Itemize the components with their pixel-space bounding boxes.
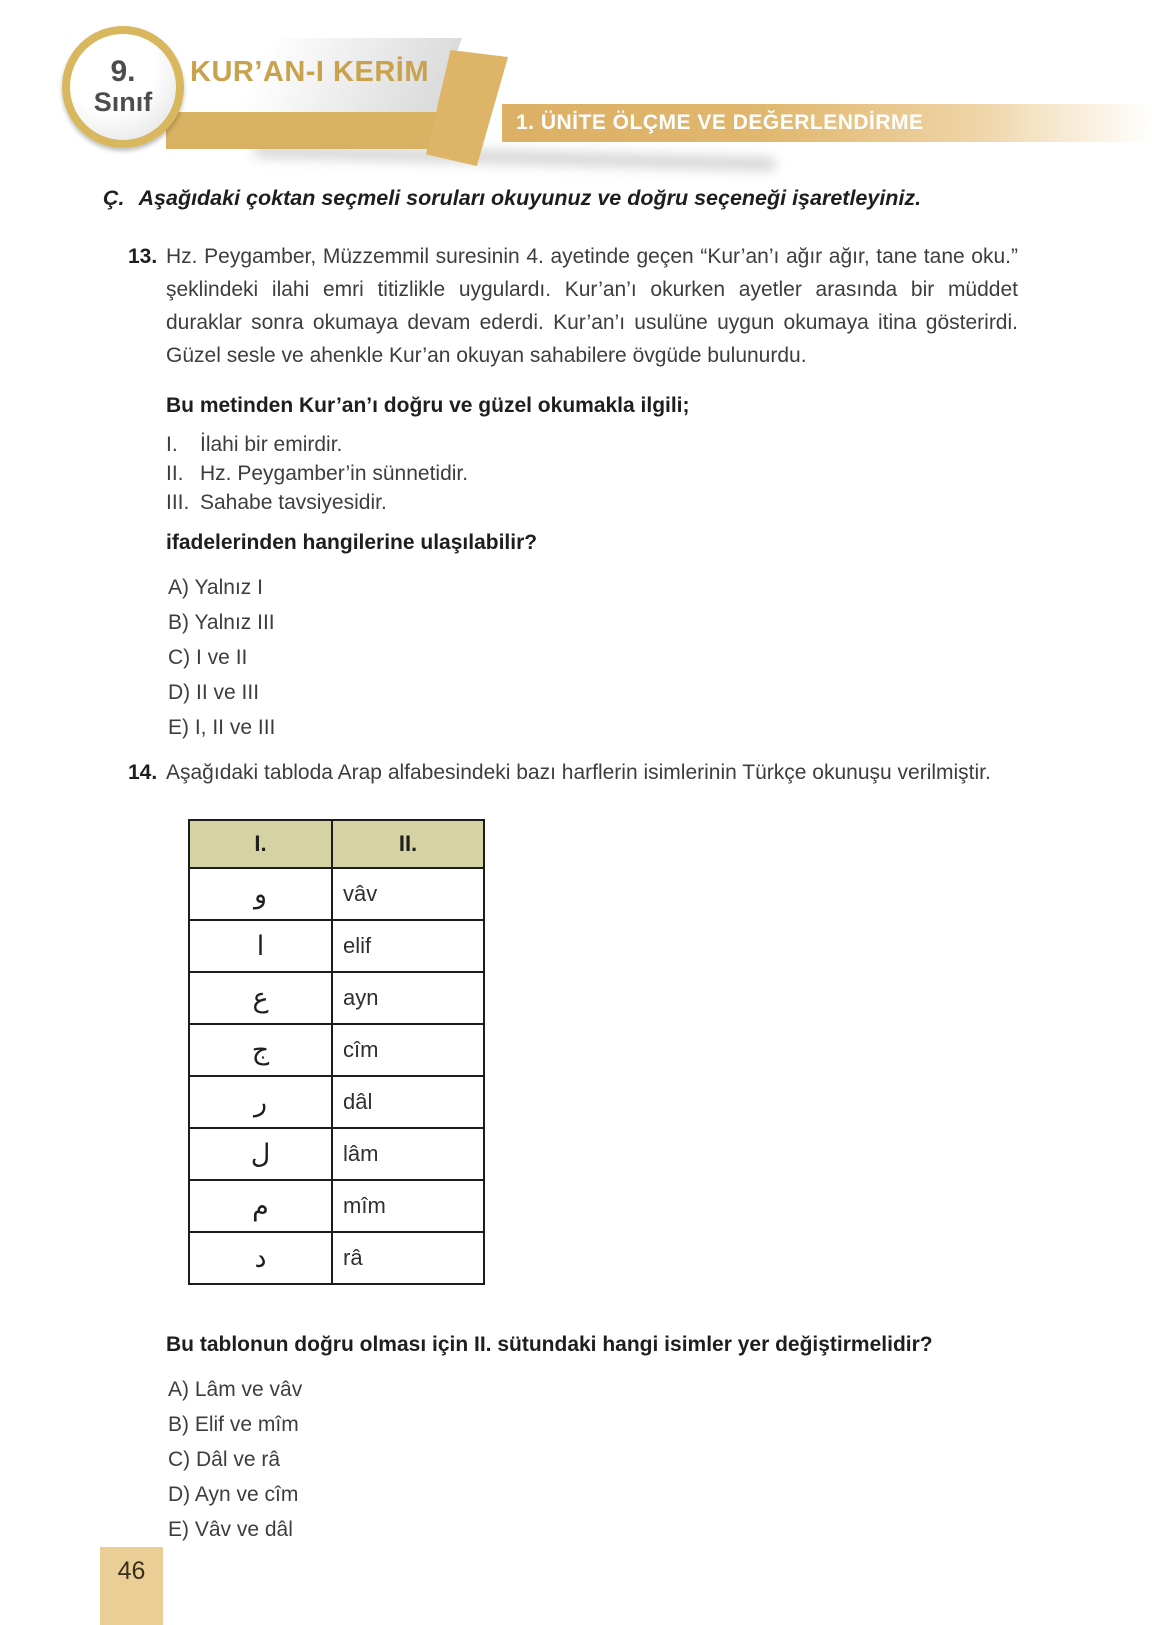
page-number: 46 (117, 1557, 146, 1585)
choice-text: Yalnız III (194, 611, 275, 634)
grade-label: Sınıf (93, 87, 153, 117)
grade-badge (62, 26, 184, 148)
question-13-stem-intro: Bu metinden Kur’an’ı doğru ve güzel okumakla ilgili; (166, 394, 690, 417)
choice-letter: E) (168, 1518, 189, 1541)
table-row (189, 1024, 484, 1076)
list-item (166, 459, 1028, 488)
choice-text: Yalnız I (194, 576, 263, 599)
choice-text: Elif ve mîm (194, 1413, 299, 1436)
section-text: Aşağıdaki çoktan seçmeli soruları okuyunuz ve doğru seçeneği işaretleyiniz. (138, 186, 922, 210)
choice-letter: E) (168, 716, 189, 739)
choice-d (168, 682, 1028, 703)
choice-letter: D) (168, 1483, 191, 1506)
table-header-row (189, 820, 484, 868)
choice-text: I ve II (196, 646, 248, 669)
choice-e (168, 717, 1028, 738)
question-14-paragraph (128, 756, 1018, 789)
choice-c (168, 1449, 1028, 1470)
ribbon-gold-strip (166, 112, 462, 149)
choice-letter: A) (168, 576, 189, 599)
choice-letter: A) (168, 1378, 189, 1401)
table-row (189, 920, 484, 972)
choice-text: Ayn ve cîm (194, 1483, 299, 1506)
arabic-letter-cell: م (189, 1180, 332, 1232)
letter-name-cell: dâl (332, 1076, 484, 1128)
table-row (189, 868, 484, 920)
choice-letter: C) (168, 1448, 191, 1471)
question-13-body: Hz. Peygamber, Müzzemmil suresinin 4. ayetinde geçen “Kur’an’ı ağır ağır, tane tane oku.” şeklindeki ilahi emri titizlikle uygulardı. Kur’an’ı okurken ayetler arasında bir müddet duraklar sonra okumaya devam ederdi. Kur’an’ı usulüne uygun okumaya itina gösterirdi. Güzel sesle ve ahenkle Kur’an okuyan sahabilere övgüde bulunurdu. (166, 245, 1018, 367)
choice-b (168, 612, 1028, 633)
letter-name-cell: elif (332, 920, 484, 972)
column-2-header: II. (332, 820, 484, 868)
table-row (189, 1232, 484, 1284)
choice-text: Vâv ve dâl (194, 1518, 293, 1541)
choice-text: Lâm ve vâv (194, 1378, 303, 1401)
list-item-text: Sahabe tavsiyesidir. (200, 491, 387, 514)
arabic-letter-cell: و (189, 868, 332, 920)
arabic-letter-cell: ا (189, 920, 332, 972)
choice-letter: B) (168, 611, 189, 634)
course-title: KUR’AN-I KERİM (190, 56, 429, 88)
choice-a (168, 577, 1028, 598)
arabic-letter-cell: ر (189, 1076, 332, 1128)
choice-d (168, 1484, 1028, 1505)
letter-name-cell: mîm (332, 1180, 484, 1232)
question-13-number: 13. (128, 245, 158, 268)
table-row (189, 1180, 484, 1232)
table-row (189, 1076, 484, 1128)
arabic-letter-cell: د (189, 1232, 332, 1284)
choice-letter: B) (168, 1413, 189, 1436)
letter-name-cell: lâm (332, 1128, 484, 1180)
arabic-letter-cell: ج (189, 1024, 332, 1076)
question-14-choices (128, 1379, 1028, 1540)
unit-banner: 1. ÜNİTE ÖLÇME VE DEĞERLENDİRME (502, 104, 1152, 142)
table-row (189, 972, 484, 1024)
letter-name-cell: cîm (332, 1024, 484, 1076)
question-13-choices (128, 577, 1028, 738)
choice-c (168, 647, 1028, 668)
list-item (166, 488, 1028, 517)
letter-name-cell: vâv (332, 868, 484, 920)
arabic-letter-cell: ل (189, 1128, 332, 1180)
question-13-stem: ifadelerinden hangilerine ulaşılabilir? (166, 531, 538, 554)
choice-b (168, 1414, 1028, 1435)
letter-name-cell: râ (332, 1232, 484, 1284)
question-14-stem: Bu tablonun doğru olması için II. sütundaki hangi isimler yer değiştirmelidir? (166, 1333, 933, 1356)
choice-e (168, 1519, 1028, 1540)
question-14 (128, 756, 1028, 1554)
list-item-text: İlahi bir emirdir. (200, 433, 343, 456)
section-label: Ç. (103, 186, 125, 210)
choice-letter: C) (168, 646, 191, 669)
choice-text: II ve III (196, 681, 260, 704)
section-instruction (103, 186, 921, 211)
question-13-paragraph (128, 240, 1018, 372)
arabic-letters-table (188, 819, 485, 1285)
question-13 (128, 240, 1028, 752)
letter-name-cell: ayn (332, 972, 484, 1024)
table-row (189, 1128, 484, 1180)
column-1-header: I. (189, 820, 332, 868)
roman-numeral: III. (166, 491, 190, 514)
roman-numeral: II. (166, 462, 184, 485)
roman-numeral-list (128, 430, 1028, 517)
roman-numeral: I. (166, 433, 178, 456)
grade-number: 9. (110, 55, 136, 88)
page-number-box (100, 1547, 163, 1625)
list-item-text: Hz. Peygamber’in sünnetidir. (200, 462, 469, 485)
choice-a (168, 1379, 1028, 1400)
choice-text: Dâl ve râ (196, 1448, 281, 1471)
question-14-number: 14. (128, 761, 158, 784)
choice-text: I, II ve III (194, 716, 276, 739)
choice-letter: D) (168, 681, 191, 704)
list-item (166, 430, 1028, 459)
arabic-letter-cell: ع (189, 972, 332, 1024)
question-14-intro: Aşağıdaki tabloda Arap alfabesindeki bazı harflerin isimlerinin Türkçe okunuşu verilmiştir. (166, 761, 991, 784)
